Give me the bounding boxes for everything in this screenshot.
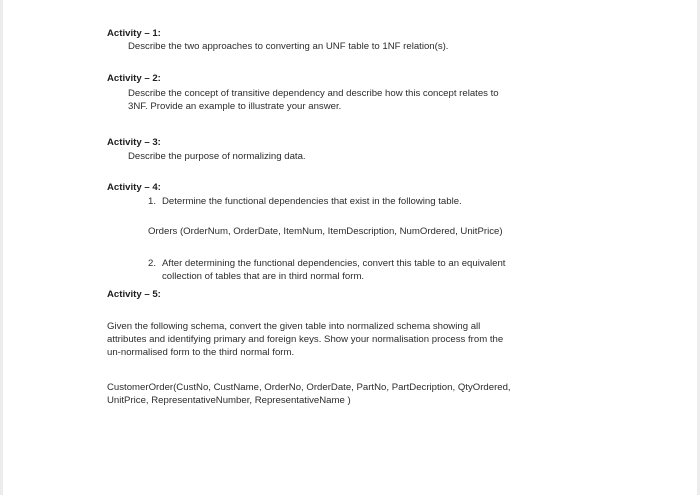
activity-2-heading: Activity – 2:: [107, 73, 161, 84]
activity-4-item-1-text: Determine the functional dependencies that exist in the following table.: [162, 196, 462, 207]
activity-5-text-line-1: Given the following schema, convert the given table into normalized schema showing all: [107, 321, 481, 332]
orders-table-schema: Orders (OrderNum, OrderDate, ItemNum, ItemDescription, NumOrdered, UnitPrice): [148, 226, 503, 237]
customer-order-schema-line-1: CustomerOrder(CustNo, CustName, OrderNo, OrderDate, PartNo, PartDecription, QtyOrdered,: [107, 382, 511, 393]
customer-order-schema-line-2: UnitPrice, RepresentativeNumber, RepresentativeName ): [107, 395, 351, 406]
page-left-edge: [0, 0, 3, 495]
activity-1-heading: Activity – 1:: [107, 28, 161, 39]
activity-4-item-1-number: 1.: [148, 196, 157, 207]
activity-1-text: Describe the two approaches to converting an UNF table to 1NF relation(s).: [128, 41, 449, 52]
activity-3-text: Describe the purpose of normalizing data.: [128, 151, 306, 162]
activity-4-item-2-line-2: collection of tables that are in third normal form.: [162, 271, 365, 282]
activity-4-item-2-number: 2.: [148, 258, 157, 269]
activity-5-text-line-2: attributes and identifying primary and foreign keys. Show your normalisation process from the: [107, 334, 504, 345]
activity-4-heading: Activity – 4:: [107, 182, 161, 193]
activity-2-text-line-1: Describe the concept of transitive dependency and describe how this concept relates to: [128, 88, 499, 99]
activity-3-heading: Activity – 3:: [107, 137, 161, 148]
activity-4-item-2-line-1: After determining the functional dependencies, convert this table to an equivalent: [162, 258, 506, 269]
activity-5-heading: Activity – 5:: [107, 289, 161, 300]
activity-5-text-line-3: un-normalised form to the third normal form.: [107, 347, 295, 358]
activity-2-text-line-2: 3NF. Provide an example to illustrate your answer.: [128, 101, 342, 112]
